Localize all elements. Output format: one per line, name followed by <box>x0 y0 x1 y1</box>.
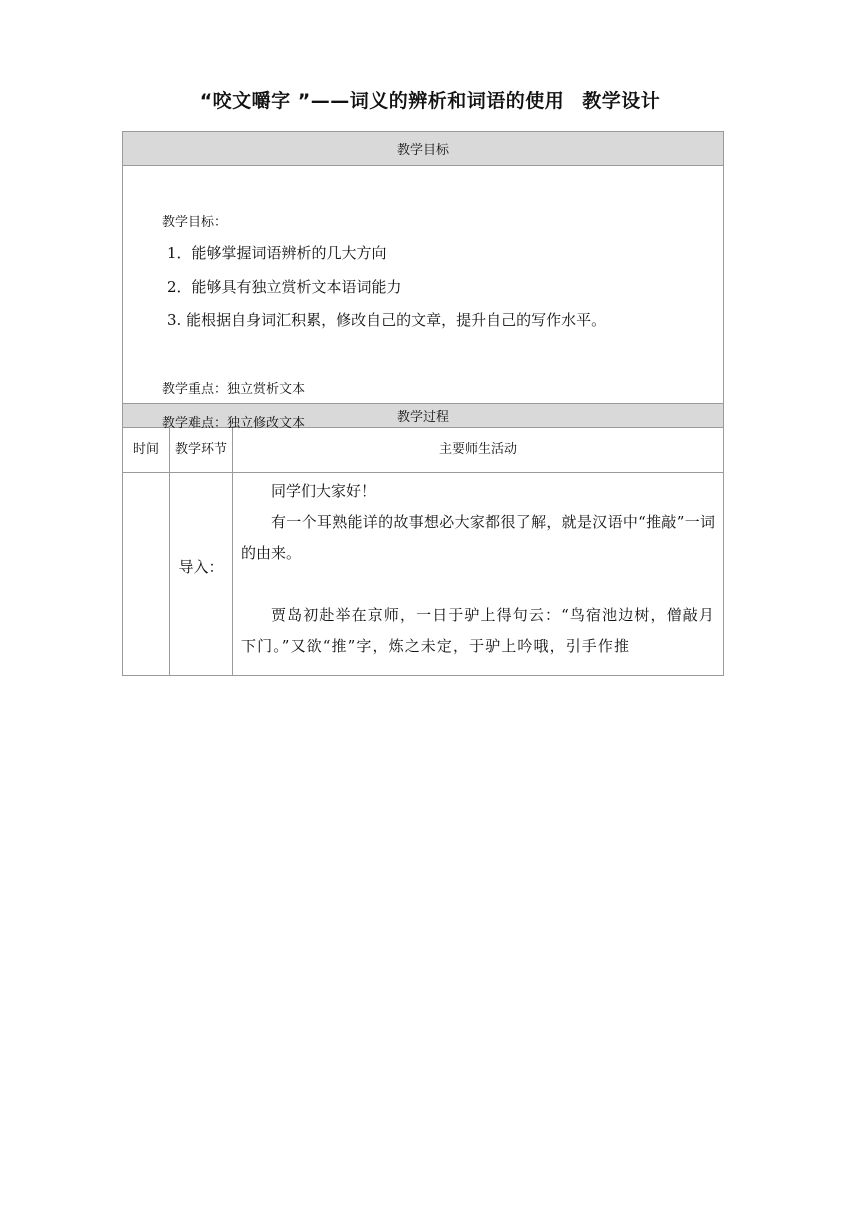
activity-cell <box>233 473 724 676</box>
column-header-stage: 教学环节 <box>170 428 233 473</box>
goal-item: 2．能够具有独立赏析文本语词能力 <box>167 278 402 296</box>
activity-paragraph-blank <box>241 569 715 600</box>
key-point: 教学重点：独立赏析文本 <box>162 382 306 397</box>
goal-item: 3. 能根据自身词汇积累，修改自己的文章，提升自己的写作水平。 <box>167 311 607 329</box>
time-cell <box>123 473 170 676</box>
goals-header: 教学目标 <box>123 132 724 166</box>
stage-label: 导入： <box>178 558 224 576</box>
stage-cell <box>170 473 233 676</box>
goals-intro: 教学目标： <box>162 215 228 230</box>
activity-paragraph: 有一个耳熟能详的故事想必大家都很了解，就是汉语中“推敲”一词的由来。 <box>241 513 715 562</box>
document-title <box>0 86 860 113</box>
activity-paragraph: 贾岛初赴举在京师，一日于驴上得句云：“鸟宿池边树，僧敲月下门。”又欲“推”字，炼之未定，于驴上吟哦，引手作推 <box>241 606 715 655</box>
document-title-main: “咬文嚼字 ”——词义的辨析和词语的使用 <box>199 90 565 112</box>
lesson-plan-table <box>122 131 724 676</box>
document-title-suffix: 教学设计 <box>582 90 661 112</box>
column-header-activities: 主要师生活动 <box>233 428 724 473</box>
process-header: 教学过程 <box>123 404 724 428</box>
activity-paragraph: 同学们大家好！ <box>271 482 377 500</box>
table-row <box>123 473 724 676</box>
goal-item: 1．能够掌握词语辨析的几大方向 <box>167 244 387 262</box>
difficult-point: 教学难点：独立修改文本 <box>162 416 306 431</box>
column-header-time: 时间 <box>123 428 170 473</box>
